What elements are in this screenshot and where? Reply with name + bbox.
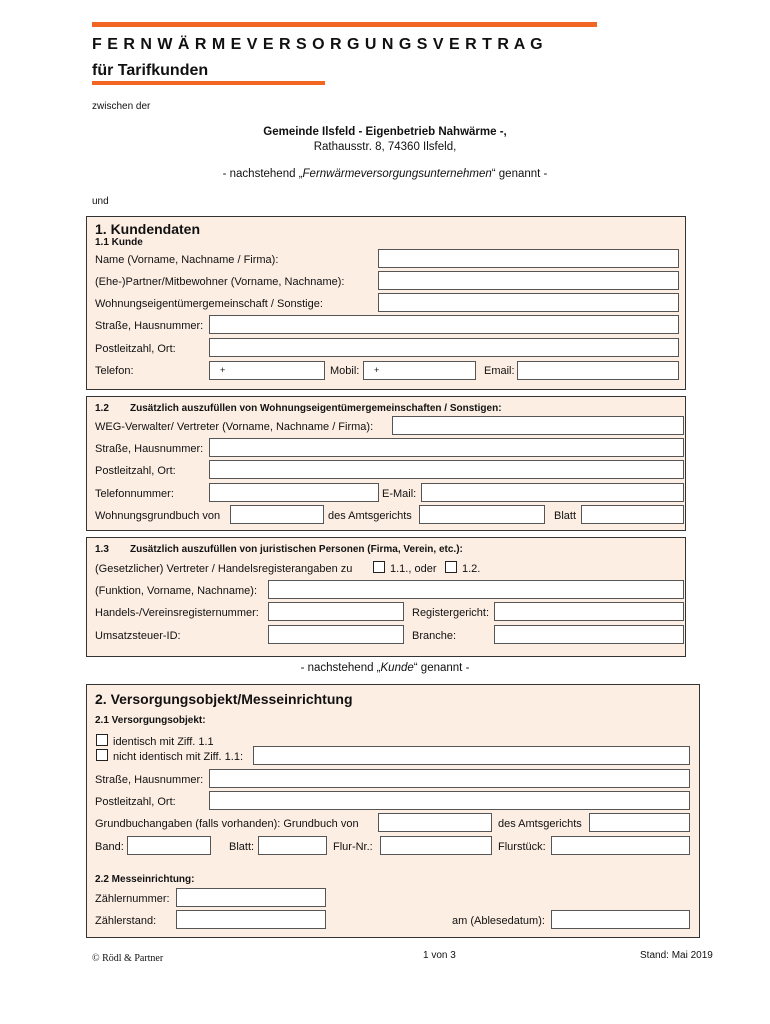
section1-title: 1. Kundendaten <box>95 221 201 237</box>
function-label: (Funktion, Vorname, Nachname): <box>95 585 258 597</box>
admin-zip-input[interactable] <box>209 460 684 479</box>
identical-label: identisch mit Ziff. 1.1 <box>113 736 214 748</box>
company-alias-post: “ genannt - <box>491 168 548 180</box>
regcourt-label: Registergericht: <box>412 607 490 619</box>
document-title: F E R N W Ä R M E V E R S O R G U N G S V E R T R A G <box>92 36 544 53</box>
representative-label: (Gesetzlicher) Vertreter / Handelsregisterangaben zu <box>95 563 353 575</box>
zip-label: Postleitzahl, Ort: <box>95 343 176 355</box>
checkbox-not-identical[interactable] <box>96 749 108 761</box>
customer-alias-term: Kunde <box>380 662 414 674</box>
object-court-label: des Amtsgerichts <box>498 818 582 830</box>
regnum-input[interactable] <box>268 602 404 621</box>
partner-label: (Ehe-)Partner/Mitbewohner (Vorname, Nachname): <box>95 276 345 288</box>
object-sheet-label: Blatt: <box>229 841 255 853</box>
checkbox-ref-12[interactable] <box>445 561 457 573</box>
mobile-label: Mobil: <box>330 365 360 377</box>
meter-number-label: Zählernummer: <box>95 893 170 905</box>
landreg-label: Wohnungsgrundbuch von <box>95 510 221 522</box>
object-zip-label: Postleitzahl, Ort: <box>95 796 176 808</box>
weg-label: Wohnungseigentümergemeinschaft / Sonstige: <box>95 298 323 310</box>
section12-number: 1.2 <box>95 403 109 414</box>
admin-phone-label: Telefonnummer: <box>95 488 174 500</box>
customer-alias-pre: - nachstehend „ <box>300 662 381 674</box>
section11-title: 1.1 Kunde <box>95 237 143 248</box>
representative-post: 1.2. <box>462 563 481 575</box>
admin-zip-label: Postleitzahl, Ort: <box>95 465 176 477</box>
regcourt-input[interactable] <box>494 602 684 621</box>
regnum-label: Handels-/Vereinsregisternummer: <box>95 607 259 619</box>
volume-input[interactable] <box>127 836 211 855</box>
admin-street-input[interactable] <box>209 438 684 457</box>
page-number: 1 von 3 <box>423 950 456 961</box>
admin-street-label: Straße, Hausnummer: <box>95 443 204 455</box>
and-label: und <box>92 196 109 207</box>
phone-label: Telefon: <box>95 365 134 377</box>
object-street-input[interactable] <box>209 769 690 788</box>
customer-alias-post: “ genannt - <box>413 662 470 674</box>
object-zip-input[interactable] <box>209 791 690 810</box>
email-input[interactable] <box>517 361 679 380</box>
partner-input[interactable] <box>378 271 679 290</box>
copyright: © Rödl & Partner <box>92 953 164 964</box>
meter-reading-label: Zählerstand: <box>95 915 157 927</box>
phone-input[interactable]: + <box>209 361 325 380</box>
not-identical-label: nicht identisch mit Ziff. 1.1: <box>113 751 244 763</box>
section12-title: Zusätzlich auszufüllen von Wohnungseigentümergemeinschaften / Sonstigen: <box>130 403 502 414</box>
sector-label: Branche: <box>412 630 457 642</box>
object-landreg-label: Grundbuchangaben (falls vorhanden): Grundbuch von <box>95 818 359 830</box>
company-address: Rathausstr. 8, 74360 Ilsfeld, <box>313 141 457 153</box>
mobile-input[interactable]: + <box>363 361 476 380</box>
meter-reading-input[interactable] <box>176 910 326 929</box>
company-alias-pre: - nachstehend „ <box>222 168 303 180</box>
customer-name-label: Name (Vorname, Nachname / Firma): <box>95 254 279 266</box>
section21-title: 2.1 Versorgungsobjekt: <box>95 715 206 726</box>
customer-name-input[interactable] <box>378 249 679 268</box>
plot-input[interactable] <box>551 836 690 855</box>
meter-number-input[interactable] <box>176 888 326 907</box>
section13-number: 1.3 <box>95 544 109 555</box>
function-input[interactable] <box>268 580 684 599</box>
section22-title: 2.2 Messeinrichtung: <box>95 874 195 885</box>
object-street-label: Straße, Hausnummer: <box>95 774 204 786</box>
reading-date-input[interactable] <box>551 910 690 929</box>
reading-date-label: am (Ablesedatum): <box>452 915 545 927</box>
email-label: Email: <box>484 365 515 377</box>
section13-title: Zusätzlich auszufüllen von juristischen Personen (Firma, Verein, etc.): <box>130 544 463 555</box>
zip-input[interactable] <box>209 338 679 357</box>
between-label: zwischen der <box>92 101 151 112</box>
sector-input[interactable] <box>494 625 684 644</box>
representative-mid: 1.1., oder <box>390 563 437 575</box>
court-label: des Amtsgerichts <box>328 510 412 522</box>
top-accent-bar <box>92 22 597 27</box>
parcel-input[interactable] <box>380 836 492 855</box>
parcel-label: Flur-Nr.: <box>333 841 373 853</box>
volume-label: Band: <box>95 841 124 853</box>
object-sheet-input[interactable] <box>258 836 327 855</box>
customer-alias <box>0 662 770 675</box>
sheet-input[interactable] <box>581 505 684 524</box>
checkbox-identical[interactable] <box>96 734 108 746</box>
version-date: Stand: Mai 2019 <box>640 950 713 961</box>
vat-label: Umsatzsteuer-ID: <box>95 630 181 642</box>
court-input[interactable] <box>419 505 545 524</box>
object-address-input[interactable] <box>253 746 690 765</box>
street-label: Straße, Hausnummer: <box>95 320 204 332</box>
weg-input[interactable] <box>378 293 679 312</box>
plot-label: Flurstück: <box>498 841 546 853</box>
admin-label: WEG-Verwalter/ Vertreter (Vorname, Nachname / Firma): <box>95 421 374 433</box>
admin-input[interactable] <box>392 416 684 435</box>
checkbox-ref-11[interactable] <box>373 561 385 573</box>
document-subtitle: für Tarifkunden <box>92 62 209 79</box>
street-input[interactable] <box>209 315 679 334</box>
admin-email-label: E-Mail: <box>382 488 417 500</box>
sheet-label: Blatt <box>554 510 577 522</box>
admin-email-input[interactable] <box>421 483 684 502</box>
admin-phone-input[interactable] <box>209 483 379 502</box>
section2-title: 2. Versorgungsobjekt/Messeinrichtung <box>95 691 353 707</box>
subtitle-accent-bar <box>92 81 325 85</box>
vat-input[interactable] <box>268 625 404 644</box>
object-landreg-input[interactable] <box>378 813 492 832</box>
object-court-input[interactable] <box>589 813 690 832</box>
company-alias-term: Fernwärmeversorgungsunternehmen <box>302 168 492 180</box>
landreg-input[interactable] <box>230 505 324 524</box>
company-alias <box>0 168 770 181</box>
company-name: Gemeinde Ilsfeld - Eigenbetrieb Nahwärme -, <box>263 126 507 138</box>
